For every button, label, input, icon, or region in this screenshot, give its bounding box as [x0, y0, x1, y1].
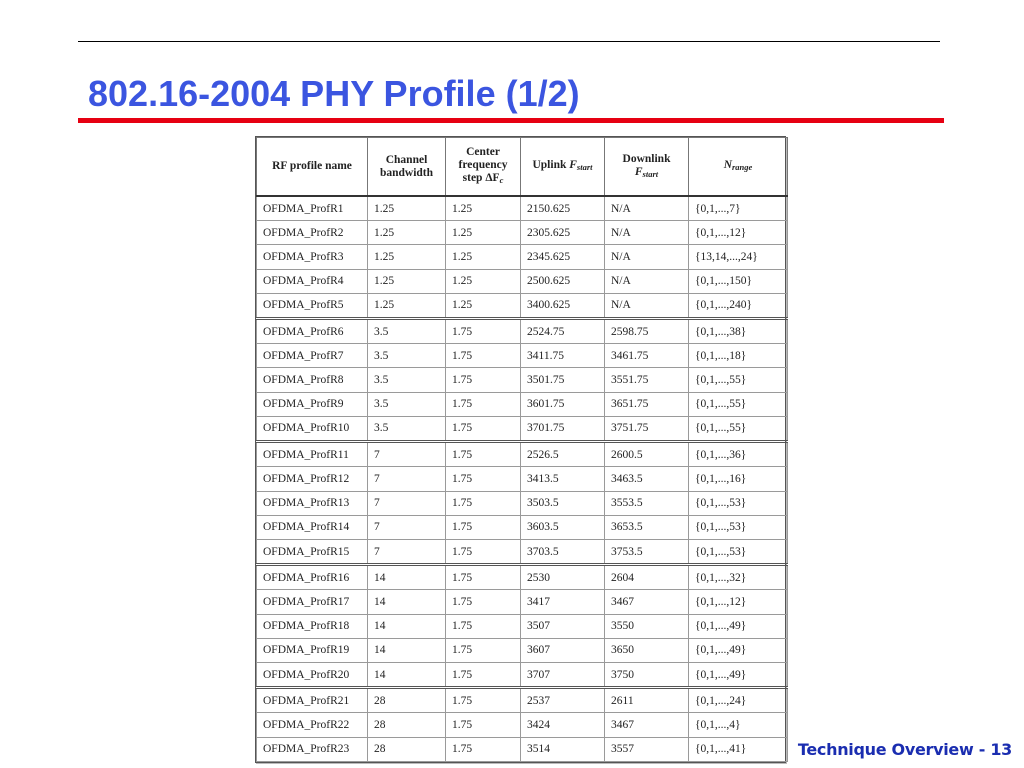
cell-downlink-fstart: 3753.5: [605, 539, 689, 564]
cell-channel-bandwidth: 3.5: [368, 319, 446, 344]
cell-profile-name: OFDMA_ProfR23: [257, 737, 368, 761]
cell-uplink-fstart: 2345.625: [521, 245, 605, 269]
cell-nrange: {0,1,...,150}: [689, 269, 788, 293]
table-row: [257, 539, 788, 564]
cell-center-step: 1.25: [446, 245, 521, 269]
cell-downlink-fstart: 3650: [605, 638, 689, 662]
cell-downlink-fstart: N/A: [605, 293, 689, 318]
cell-channel-bandwidth: 7: [368, 442, 446, 467]
cell-profile-name: OFDMA_ProfR7: [257, 344, 368, 368]
cell-nrange: {0,1,...,240}: [689, 293, 788, 318]
cell-downlink-fstart: 3550: [605, 614, 689, 638]
cell-center-step: 1.75: [446, 614, 521, 638]
cell-uplink-fstart: 3514: [521, 737, 605, 761]
cell-downlink-fstart: 3653.5: [605, 515, 689, 539]
cell-nrange: {0,1,...,55}: [689, 416, 788, 441]
cell-uplink-fstart: 3501.75: [521, 368, 605, 392]
cell-nrange: {0,1,...,49}: [689, 662, 788, 687]
header-center-frequency-step: Center frequency step $\Delta F_c$: [446, 138, 521, 197]
cell-uplink-fstart: 2500.625: [521, 269, 605, 293]
cell-center-step: 1.75: [446, 392, 521, 416]
cell-uplink-fstart: 2537: [521, 688, 605, 713]
table-row: [257, 221, 788, 245]
cell-uplink-fstart: 3707: [521, 662, 605, 687]
cell-profile-name: OFDMA_ProfR3: [257, 245, 368, 269]
cell-nrange: {0,1,...,12}: [689, 221, 788, 245]
table-row: [257, 614, 788, 638]
table-row: [257, 196, 788, 221]
cell-nrange: {0,1,...,36}: [689, 442, 788, 467]
table-row: [257, 344, 788, 368]
cell-center-step: 1.75: [446, 344, 521, 368]
cell-uplink-fstart: 3507: [521, 614, 605, 638]
cell-center-step: 1.75: [446, 539, 521, 564]
cell-profile-name: OFDMA_ProfR18: [257, 614, 368, 638]
cell-nrange: {0,1,...,53}: [689, 491, 788, 515]
cell-downlink-fstart: 3557: [605, 737, 689, 761]
cell-downlink-fstart: 2598.75: [605, 319, 689, 344]
cell-downlink-fstart: N/A: [605, 245, 689, 269]
table-row: [257, 293, 788, 318]
cell-channel-bandwidth: 14: [368, 614, 446, 638]
cell-profile-name: OFDMA_ProfR1: [257, 196, 368, 221]
cell-uplink-fstart: 3701.75: [521, 416, 605, 441]
cell-channel-bandwidth: 3.5: [368, 416, 446, 441]
cell-profile-name: OFDMA_ProfR16: [257, 565, 368, 590]
cell-profile-name: OFDMA_ProfR2: [257, 221, 368, 245]
cell-profile-name: OFDMA_ProfR9: [257, 392, 368, 416]
cell-profile-name: OFDMA_ProfR17: [257, 590, 368, 614]
cell-center-step: 1.75: [446, 662, 521, 687]
cell-channel-bandwidth: 28: [368, 688, 446, 713]
cell-profile-name: OFDMA_ProfR11: [257, 442, 368, 467]
cell-center-step: 1.75: [446, 416, 521, 441]
cell-center-step: 1.25: [446, 196, 521, 221]
cell-channel-bandwidth: 1.25: [368, 293, 446, 318]
cell-uplink-fstart: 3603.5: [521, 515, 605, 539]
cell-downlink-fstart: N/A: [605, 196, 689, 221]
cell-channel-bandwidth: 1.25: [368, 221, 446, 245]
phy-profile-table: [256, 137, 788, 762]
cell-nrange: {0,1,...,53}: [689, 539, 788, 564]
cell-downlink-fstart: 3463.5: [605, 467, 689, 491]
header-downlink-fstart: Downlink $F_{start}$: [605, 138, 689, 197]
cell-uplink-fstart: 2305.625: [521, 221, 605, 245]
header-uplink-fstart: Uplink $F_{start}$: [521, 138, 605, 197]
cell-uplink-fstart: 3417: [521, 590, 605, 614]
page-title: 802.16-2004 PHY Profile (1/2): [88, 73, 580, 114]
cell-nrange: {13,14,...,24}: [689, 245, 788, 269]
cell-nrange: {0,1,...,38}: [689, 319, 788, 344]
table-row: [257, 368, 788, 392]
table-row: [257, 245, 788, 269]
cell-profile-name: OFDMA_ProfR19: [257, 638, 368, 662]
cell-channel-bandwidth: 7: [368, 491, 446, 515]
top-divider: [78, 41, 940, 42]
cell-center-step: 1.75: [446, 713, 521, 737]
cell-downlink-fstart: 3467: [605, 713, 689, 737]
cell-uplink-fstart: 3607: [521, 638, 605, 662]
cell-center-step: 1.25: [446, 293, 521, 318]
header-rf-profile-name: RF profile name: [257, 138, 368, 197]
cell-channel-bandwidth: 7: [368, 539, 446, 564]
cell-uplink-fstart: 2150.625: [521, 196, 605, 221]
table-row: [257, 638, 788, 662]
cell-downlink-fstart: 3461.75: [605, 344, 689, 368]
cell-downlink-fstart: 3651.75: [605, 392, 689, 416]
cell-downlink-fstart: 3750: [605, 662, 689, 687]
cell-profile-name: OFDMA_ProfR5: [257, 293, 368, 318]
cell-channel-bandwidth: 7: [368, 467, 446, 491]
cell-uplink-fstart: 3400.625: [521, 293, 605, 318]
phy-profile-table-frame: [255, 136, 786, 763]
cell-channel-bandwidth: 28: [368, 713, 446, 737]
cell-channel-bandwidth: 28: [368, 737, 446, 761]
cell-downlink-fstart: N/A: [605, 269, 689, 293]
cell-profile-name: OFDMA_ProfR4: [257, 269, 368, 293]
table-row: [257, 392, 788, 416]
cell-uplink-fstart: 2526.5: [521, 442, 605, 467]
table-row: [257, 491, 788, 515]
cell-nrange: {0,1,...,7}: [689, 196, 788, 221]
header-channel-bandwidth: Channel bandwidth: [368, 138, 446, 197]
cell-downlink-fstart: 3551.75: [605, 368, 689, 392]
cell-channel-bandwidth: 1.25: [368, 196, 446, 221]
table-row: [257, 467, 788, 491]
table-row: [257, 590, 788, 614]
header-nrange: $N_{range}$: [689, 138, 788, 197]
cell-nrange: {0,1,...,49}: [689, 638, 788, 662]
cell-profile-name: OFDMA_ProfR14: [257, 515, 368, 539]
cell-profile-name: OFDMA_ProfR20: [257, 662, 368, 687]
cell-center-step: 1.75: [446, 491, 521, 515]
cell-uplink-fstart: 2530: [521, 565, 605, 590]
cell-downlink-fstart: N/A: [605, 221, 689, 245]
table-row: [257, 662, 788, 687]
table-row: [257, 269, 788, 293]
cell-channel-bandwidth: 14: [368, 662, 446, 687]
cell-channel-bandwidth: 7: [368, 515, 446, 539]
cell-center-step: 1.75: [446, 319, 521, 344]
cell-channel-bandwidth: 14: [368, 590, 446, 614]
cell-center-step: 1.75: [446, 368, 521, 392]
table-row: [257, 713, 788, 737]
cell-channel-bandwidth: 1.25: [368, 245, 446, 269]
table-body: [257, 196, 788, 762]
cell-center-step: 1.75: [446, 688, 521, 713]
cell-profile-name: OFDMA_ProfR13: [257, 491, 368, 515]
cell-profile-name: OFDMA_ProfR6: [257, 319, 368, 344]
cell-nrange: {0,1,...,55}: [689, 392, 788, 416]
cell-downlink-fstart: 2600.5: [605, 442, 689, 467]
cell-downlink-fstart: 3553.5: [605, 491, 689, 515]
cell-downlink-fstart: 2604: [605, 565, 689, 590]
cell-channel-bandwidth: 3.5: [368, 392, 446, 416]
cell-center-step: 1.25: [446, 221, 521, 245]
cell-nrange: {0,1,...,49}: [689, 614, 788, 638]
cell-profile-name: OFDMA_ProfR22: [257, 713, 368, 737]
cell-nrange: {0,1,...,32}: [689, 565, 788, 590]
cell-nrange: {0,1,...,55}: [689, 368, 788, 392]
cell-profile-name: OFDMA_ProfR12: [257, 467, 368, 491]
cell-center-step: 1.75: [446, 737, 521, 761]
cell-uplink-fstart: 3503.5: [521, 491, 605, 515]
table-row: [257, 416, 788, 441]
cell-nrange: {0,1,...,16}: [689, 467, 788, 491]
cell-center-step: 1.75: [446, 565, 521, 590]
cell-center-step: 1.75: [446, 590, 521, 614]
cell-center-step: 1.25: [446, 269, 521, 293]
table-row: [257, 515, 788, 539]
table-row: [257, 688, 788, 713]
cell-downlink-fstart: 3467: [605, 590, 689, 614]
cell-nrange: {0,1,...,4}: [689, 713, 788, 737]
cell-uplink-fstart: 2524.75: [521, 319, 605, 344]
table-header-row: [257, 138, 788, 197]
cell-channel-bandwidth: 3.5: [368, 344, 446, 368]
slide-footer: Technique Overview - 13: [797, 740, 1012, 759]
cell-downlink-fstart: 3751.75: [605, 416, 689, 441]
cell-center-step: 1.75: [446, 467, 521, 491]
cell-nrange: {0,1,...,41}: [689, 737, 788, 761]
cell-nrange: {0,1,...,18}: [689, 344, 788, 368]
cell-profile-name: OFDMA_ProfR8: [257, 368, 368, 392]
cell-uplink-fstart: 3424: [521, 713, 605, 737]
cell-center-step: 1.75: [446, 515, 521, 539]
cell-uplink-fstart: 3703.5: [521, 539, 605, 564]
cell-channel-bandwidth: 3.5: [368, 368, 446, 392]
cell-channel-bandwidth: 14: [368, 638, 446, 662]
cell-downlink-fstart: 2611: [605, 688, 689, 713]
table-row: [257, 319, 788, 344]
cell-center-step: 1.75: [446, 638, 521, 662]
cell-profile-name: OFDMA_ProfR15: [257, 539, 368, 564]
table-row: [257, 442, 788, 467]
table-row: [257, 565, 788, 590]
cell-uplink-fstart: 3601.75: [521, 392, 605, 416]
title-underline: [78, 118, 944, 123]
cell-profile-name: OFDMA_ProfR21: [257, 688, 368, 713]
table-row: [257, 737, 788, 761]
cell-center-step: 1.75: [446, 442, 521, 467]
cell-profile-name: OFDMA_ProfR10: [257, 416, 368, 441]
cell-nrange: {0,1,...,24}: [689, 688, 788, 713]
cell-uplink-fstart: 3411.75: [521, 344, 605, 368]
cell-channel-bandwidth: 1.25: [368, 269, 446, 293]
cell-uplink-fstart: 3413.5: [521, 467, 605, 491]
cell-nrange: {0,1,...,12}: [689, 590, 788, 614]
cell-nrange: {0,1,...,53}: [689, 515, 788, 539]
cell-channel-bandwidth: 14: [368, 565, 446, 590]
